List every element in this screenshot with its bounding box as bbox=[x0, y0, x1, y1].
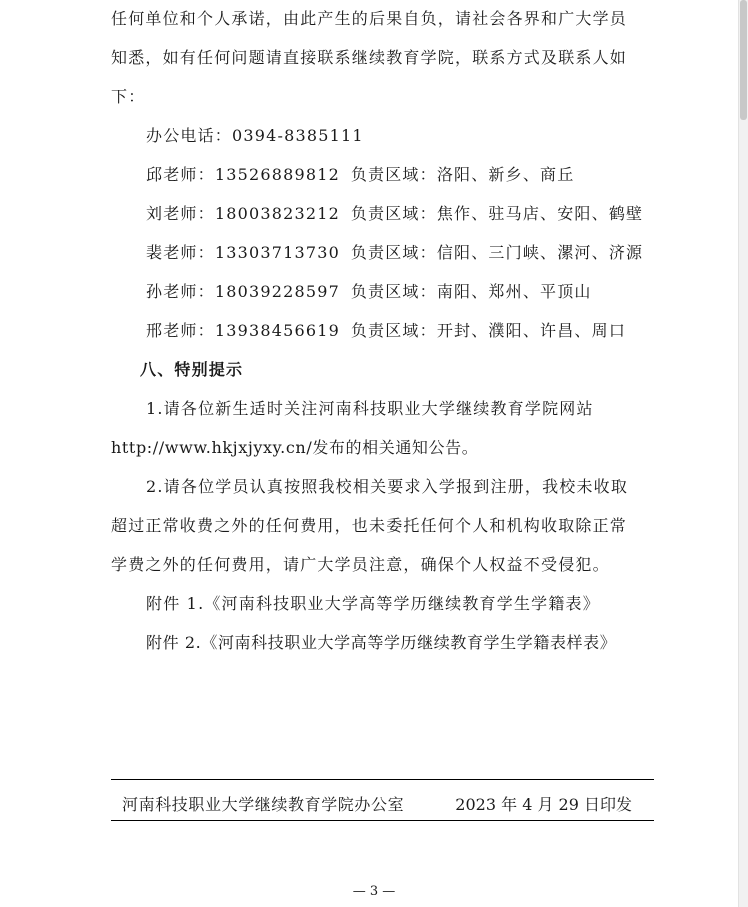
contact-phone: 18039228597 bbox=[214, 282, 340, 301]
office-phone: 办公电话：0394-8385111 bbox=[146, 126, 364, 145]
paragraph-line: 任何单位和个人承诺，由此产生的后果自负，请社会各界和广大学员 bbox=[111, 9, 628, 28]
attachment-line: 附件 2.《河南科技职业大学高等学历继续教育学生学籍表样表》 bbox=[146, 633, 617, 652]
contact-row bbox=[146, 162, 574, 185]
paragraph-line: 学费之外的任何费用，请广大学员注意，确保个人权益不受侵犯。 bbox=[111, 555, 610, 574]
contact-phone: 13303713730 bbox=[214, 243, 340, 262]
scrollbar-thumb[interactable] bbox=[740, 0, 747, 120]
contact-phone: 13526889812 bbox=[214, 165, 340, 184]
contact-region: 负责区域：开封、濮阳、许昌、周口 bbox=[350, 321, 627, 340]
contact-name: 刘老师： bbox=[146, 204, 215, 223]
footer-date: 2023 年 4 月 29 日印发 bbox=[455, 795, 632, 814]
paragraph-line: 下： bbox=[111, 87, 146, 106]
footer-top-rule bbox=[111, 779, 654, 780]
paragraph-line: 超过正常收费之外的任何费用，也未委托任何个人和机构收取除正常 bbox=[111, 516, 628, 535]
vertical-scrollbar[interactable] bbox=[738, 0, 748, 907]
contact-region: 负责区域：洛阳、新乡、商丘 bbox=[350, 165, 575, 184]
contact-name: 邱老师： bbox=[146, 165, 215, 184]
contact-row bbox=[146, 279, 592, 302]
paragraph-line: 2.请各位学员认真按照我校相关要求入学报到注册，我校未收取 bbox=[146, 477, 629, 496]
section-heading: 八、特别提示 bbox=[140, 360, 244, 379]
attachment-line: 附件 1.《河南科技职业大学高等学历继续教育学生学籍表》 bbox=[146, 594, 600, 613]
contact-name: 裴老师： bbox=[146, 243, 215, 262]
footer-bottom-rule bbox=[111, 820, 654, 821]
contact-name: 邢老师： bbox=[146, 321, 215, 340]
contact-phone: 13938456619 bbox=[214, 321, 340, 340]
paragraph-line: 知悉，如有任何问题请直接联系继续教育学院，联系方式及联系人如 bbox=[111, 48, 628, 67]
footer-office: 河南科技职业大学继续教育学院办公室 bbox=[122, 795, 405, 814]
contact-region: 负责区域：信阳、三门峡、漯河、济源 bbox=[350, 243, 644, 262]
contact-row bbox=[146, 240, 643, 263]
contact-phone: 18003823212 bbox=[214, 204, 340, 223]
page-number: — 3 — bbox=[352, 884, 396, 899]
contact-row bbox=[146, 201, 643, 224]
contact-name: 孙老师： bbox=[146, 282, 215, 301]
contact-row bbox=[146, 318, 626, 341]
contact-region: 负责区域：南阳、郑州、平顶山 bbox=[350, 282, 592, 301]
paragraph-line: 1.请各位新生适时关注河南科技职业大学继续教育学院网站 bbox=[146, 399, 594, 418]
contact-region: 负责区域：焦作、驻马店、安阳、鹤壁 bbox=[350, 204, 644, 223]
paragraph-line-with-url: http://www.hkjxjyxy.cn/发布的相关通知公告。 bbox=[111, 438, 479, 457]
